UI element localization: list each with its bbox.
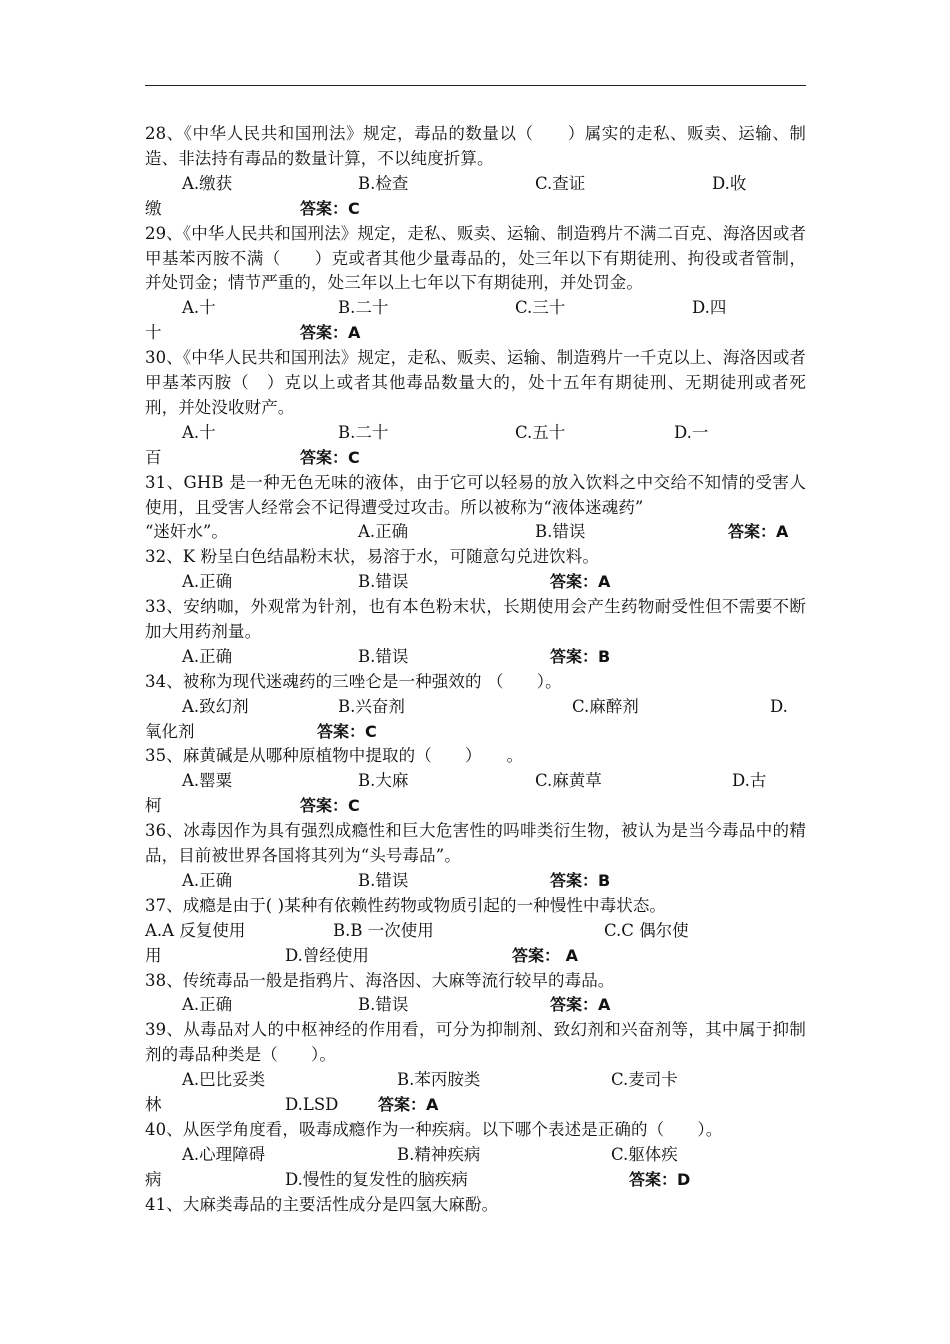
option-b: B.二十 (338, 422, 389, 442)
answer: 答案：C (300, 447, 360, 467)
answer: 答案： A (512, 945, 578, 965)
option-b: B.兴奋剂 (338, 696, 405, 716)
option-b: B.二十 (338, 298, 389, 318)
option-d: D.一 (674, 422, 709, 442)
question-text: 40、从医学角度看，吸毒成瘾作为一种疾病。以下哪个表述是正确的（ ）。 (145, 1119, 723, 1139)
question-41 (145, 1193, 806, 1218)
option-b: B.错误 (358, 870, 409, 890)
question-28 (145, 122, 806, 222)
options-row (145, 919, 806, 944)
option-d: D. (770, 696, 788, 716)
answer: 答案：D (629, 1169, 691, 1189)
option-a: A.A 反复使用 (145, 920, 246, 940)
option-c-wrap: 用 (145, 945, 162, 965)
option-c-wrap: 林 (145, 1095, 162, 1115)
option-b: B.错误 (535, 522, 586, 542)
option-c: C.五十 (515, 422, 566, 442)
question-text: 37、成瘾是由于( )某种有依赖性药物或物质引起的一种慢性中毒状态。 (145, 895, 667, 915)
option-d: D.LSD (285, 1095, 339, 1115)
question-40 (145, 1118, 806, 1193)
question-text: 31、GHB 是一种无色无味的液体，由于它可以轻易的放入饮料之中交给不知情的受害人使用，且受害人经常会不记得遭受过攻击。所以被称为“液体迷魂药” (145, 472, 806, 517)
option-b: B.错误 (358, 572, 409, 592)
question-text: 35、麻黄碱是从哪种原植物中提取的（ ） 。 (145, 746, 524, 766)
option-a: A.罂粟 (182, 771, 233, 791)
option-c: C.三十 (515, 298, 566, 318)
option-b: B.精神疾病 (397, 1144, 481, 1164)
question-29 (145, 222, 806, 347)
options-row (145, 869, 806, 894)
option-a: A.正确 (182, 572, 233, 592)
option-c: C.麻醉剂 (572, 696, 639, 716)
question-text: 29、《中华人民共和国刑法》规定，走私、贩卖、运输、制造鸦片不满二百克、海洛因或者甲基苯丙胺不满（ ）克或者其他少量毒品的，处三年以下有期徒刑、拘役或者管制，并处罚金；情节严重的，处三年以上七年以下有期徒刑，并处罚金。 (145, 223, 806, 293)
answer: 答案：C (317, 721, 377, 741)
answer: 答案：B (550, 646, 611, 666)
option-a: A.致幻剂 (182, 696, 249, 716)
question-text: 38、传统毒品一般是指鸦片、海洛因、大麻等流行较早的毒品。 (145, 970, 615, 990)
options-row-wrap (145, 944, 806, 969)
answer: 答案：A (378, 1095, 439, 1115)
options-row (145, 1143, 806, 1168)
answer: 答案：A (300, 323, 361, 343)
option-d: D.慢性的复发性的脑疾病 (285, 1169, 468, 1189)
options-row-wrap (145, 720, 806, 745)
answer: 答案：C (300, 198, 360, 218)
question-text: 36、冰毒因作为具有强烈成瘾性和巨大危害性的吗啡类衍生物，被认为是当今毒品中的精品，目前被世界各国将其列为“头号毒品”。 (145, 821, 806, 866)
options-row-wrap (145, 1168, 806, 1193)
option-d: D.古 (732, 771, 767, 791)
option-c-wrap: 病 (145, 1169, 162, 1189)
options-row (145, 695, 806, 720)
question-list (145, 122, 806, 1218)
option-c: C.麻黄草 (535, 771, 602, 791)
options-row (145, 1068, 806, 1093)
question-30 (145, 346, 806, 471)
options-row-wrap (145, 197, 806, 222)
option-a: A.十 (182, 298, 216, 318)
question-35 (145, 744, 806, 819)
option-a: A.正确 (182, 995, 233, 1015)
option-b: B.苯丙胺类 (397, 1070, 481, 1090)
header-rule (145, 85, 806, 86)
question-text: 32、K 粉呈白色结晶粉末状，易溶于水，可随意勾兑进饮料。 (145, 547, 599, 567)
question-text: 39、从毒品对人的中枢神经的作用看，可分为抑制剂、致幻剂和兴奋剂等，其中属于抑制剂的毒品种类是（ ）。 (145, 1020, 806, 1065)
option-a: A.正确 (358, 522, 409, 542)
question-32 (145, 545, 806, 595)
options-row (145, 520, 806, 545)
option-b: B.检查 (358, 173, 409, 193)
options-row (145, 645, 806, 670)
option-d-wrap: 氧化剂 (145, 721, 195, 741)
option-a: A.正确 (182, 646, 233, 666)
answer: 答案：B (550, 870, 611, 890)
option-a: A.十 (182, 422, 216, 442)
question-38 (145, 969, 806, 1019)
question-text: 33、安纳咖，外观常为针剂，也有本色粉末状，长期使用会产生药物耐受性但不需要不断加大用药剂量。 (145, 597, 806, 641)
options-row (145, 172, 806, 197)
question-text: 28、《中华人民共和国刑法》规定，毒品的数量以（ ）属实的走私、贩卖、运输、制造、非法持有毒品的数量计算，不以纯度折算。 (145, 124, 806, 168)
question-text: 41、大麻类毒品的主要活性成分是四氢大麻酚。 (145, 1194, 499, 1214)
option-b: B.大麻 (358, 771, 409, 791)
option-a: A.心理障碍 (182, 1144, 266, 1164)
options-row (145, 570, 806, 595)
options-row (145, 769, 806, 794)
option-b: B.B 一次使用 (333, 920, 434, 940)
option-a: A.缴获 (182, 173, 233, 193)
options-row (145, 421, 806, 446)
question-text-end: “迷奸水”。 (145, 522, 228, 542)
option-a: A.正确 (182, 870, 233, 890)
answer: 答案：A (550, 995, 611, 1015)
question-31 (145, 471, 806, 546)
question-33 (145, 595, 806, 670)
option-c: C.C 偶尔使 (604, 920, 689, 940)
option-d: D.四 (692, 298, 727, 318)
option-c: C.麦司卡 (611, 1070, 678, 1090)
option-b: B.错误 (358, 995, 409, 1015)
option-a: A.巴比妥类 (182, 1070, 266, 1090)
options-row-wrap (145, 794, 806, 819)
option-c: C.躯体疾 (611, 1144, 678, 1164)
option-c: C.查证 (535, 173, 586, 193)
question-39 (145, 1018, 806, 1118)
question-37 (145, 894, 806, 969)
option-d-wrap: 缴 (145, 198, 162, 218)
answer: 答案：C (300, 796, 360, 816)
options-row (145, 993, 806, 1018)
options-row-wrap (145, 1093, 806, 1118)
option-d-wrap: 百 (145, 447, 162, 467)
question-36 (145, 819, 806, 894)
question-34 (145, 670, 806, 745)
answer: 答案：A (728, 522, 789, 542)
option-b: B.错误 (358, 646, 409, 666)
question-text: 30、《中华人民共和国刑法》规定，走私、贩卖、运输、制造鸦片一千克以上、海洛因或者甲基苯丙胺（ ）克以上或者其他毒品数量大的，处十五年有期徒刑、无期徒刑或者死刑，并处没收财产。 (145, 348, 806, 417)
option-d-wrap: 柯 (145, 796, 162, 816)
options-row-wrap (145, 321, 806, 346)
option-d: D.曾经使用 (285, 945, 369, 965)
answer: 答案：A (550, 572, 611, 592)
options-row (145, 296, 806, 321)
option-d-wrap: 十 (145, 323, 162, 343)
options-row-wrap (145, 446, 806, 471)
question-text: 34、被称为现代迷魂药的三唑仑是一种强效的 （ ）。 (145, 671, 562, 691)
option-d: D.收 (712, 173, 747, 193)
